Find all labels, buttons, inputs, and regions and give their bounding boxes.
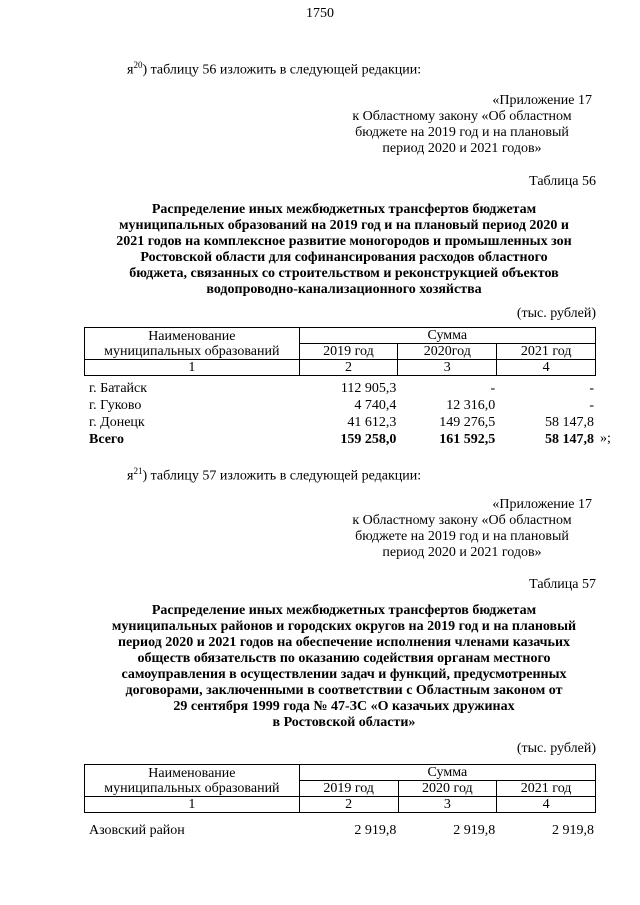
amend-sup: 21 [133, 466, 143, 476]
title-line: муниципальных образований на 2019 год и на плановый период 2020 и [119, 218, 569, 233]
header-name: Наименование муниципальных образований [85, 328, 300, 360]
header-num: 1 [85, 360, 300, 376]
annex-line: период 2020 и 2021 годов» [382, 545, 542, 560]
annex-line: период 2020 и 2021 годов» [382, 141, 542, 156]
table-57-header [84, 764, 596, 813]
header-year: 2021 год [497, 344, 596, 360]
title-line: водопроводно-канализационного хозяйства [206, 282, 482, 297]
table-56-body [84, 380, 596, 448]
header-num: 3 [398, 360, 497, 376]
header-num: 2 [299, 797, 398, 813]
amendment-21 [127, 466, 421, 485]
table-title-56 [84, 202, 604, 298]
title-line: в Ростовской области» [272, 715, 416, 730]
amend-prefix: я [127, 62, 134, 78]
annex-block-57 [330, 497, 594, 561]
header-year: 2020 год [398, 781, 497, 797]
table-title-57 [84, 603, 604, 731]
annex-line: к Областному закону «Об областном [352, 513, 572, 528]
table-row: г. Батайск 112 905,3 - - [89, 381, 595, 396]
title-line: самоуправления в осуществлении задач и функций, предусмотренных [121, 667, 567, 682]
title-line: 29 сентября 1999 года № 47-ЗС «О казачьих дружинах [173, 699, 515, 714]
title-line: период 2020 и 2021 годов на обеспечение исполнения членами казачьих [117, 635, 571, 650]
header-num: 2 [299, 360, 398, 376]
amend-sup: 20 [133, 60, 143, 70]
units-label-57: (тыс. рублей) [516, 741, 596, 756]
title-line: Ростовской области для софинансирования расходов областного [140, 250, 548, 265]
annex-block-56 [330, 93, 594, 157]
title-line: договорами, заключенными в соответствии с Областным законом от [125, 683, 563, 698]
annex-line: бюджете на 2019 год и на плановый [355, 529, 569, 544]
header-num: 4 [497, 360, 596, 376]
title-line: Распределение иных межбюджетных трансфертов бюджетам [151, 202, 537, 217]
header-num: 1 [85, 797, 300, 813]
annex-line: бюджете на 2019 год и на плановый [355, 125, 569, 140]
table-total-row: Всего 159 258,0 161 592,5 58 147,8 [89, 432, 595, 447]
table-row: Азовский район 2 919,8 2 919,8 2 919,8 [89, 823, 595, 838]
header-year: 2019 год [299, 781, 398, 797]
amend-text: ) таблицу 57 изложить в следующей редакции: [142, 468, 422, 484]
header-sum: Сумма [299, 765, 595, 781]
title-line: 2021 годов на комплексное развитие моногородов и промышленных зон [116, 234, 572, 249]
title-line: бюджета, связанных со строительством и реконструкцией объектов [129, 266, 559, 281]
header-year: 2019 год [299, 344, 398, 360]
amend-text: ) таблицу 56 изложить в следующей редакции: [142, 62, 422, 78]
header-num: 3 [398, 797, 497, 813]
quote-close: »; [600, 431, 611, 446]
header-sum: Сумма [299, 328, 595, 344]
amend-prefix: я [127, 468, 134, 484]
title-line: Распределение иных межбюджетных трансфертов бюджетам [151, 603, 537, 618]
annex-line: «Приложение 17 [492, 93, 592, 108]
header-year: 2021 год [497, 781, 596, 797]
table-row: г. Донецк 41 612,3 149 276,5 58 147,8 [89, 415, 595, 430]
title-line: обществ обязательств по оказанию содействия органам местного [137, 651, 551, 666]
table-row: г. Гуково 4 740,4 12 316,0 - [89, 398, 595, 413]
page-number: 1750 [306, 6, 334, 21]
header-name: Наименование муниципальных образований [85, 765, 300, 797]
table-label-56: Таблица 56 [529, 174, 596, 189]
header-num: 4 [497, 797, 596, 813]
table-56-header [84, 327, 596, 376]
units-label-56: (тыс. рублей) [516, 306, 596, 321]
annex-line: «Приложение 17 [492, 497, 592, 512]
table-57-body [84, 822, 596, 839]
header-year: 2020год [398, 344, 497, 360]
annex-line: к Областному закону «Об областном [352, 109, 572, 124]
amendment-20 [127, 60, 421, 79]
table-label-57: Таблица 57 [529, 577, 596, 592]
title-line: муниципальных районов и городских округов на 2019 год и на плановый [111, 619, 577, 634]
